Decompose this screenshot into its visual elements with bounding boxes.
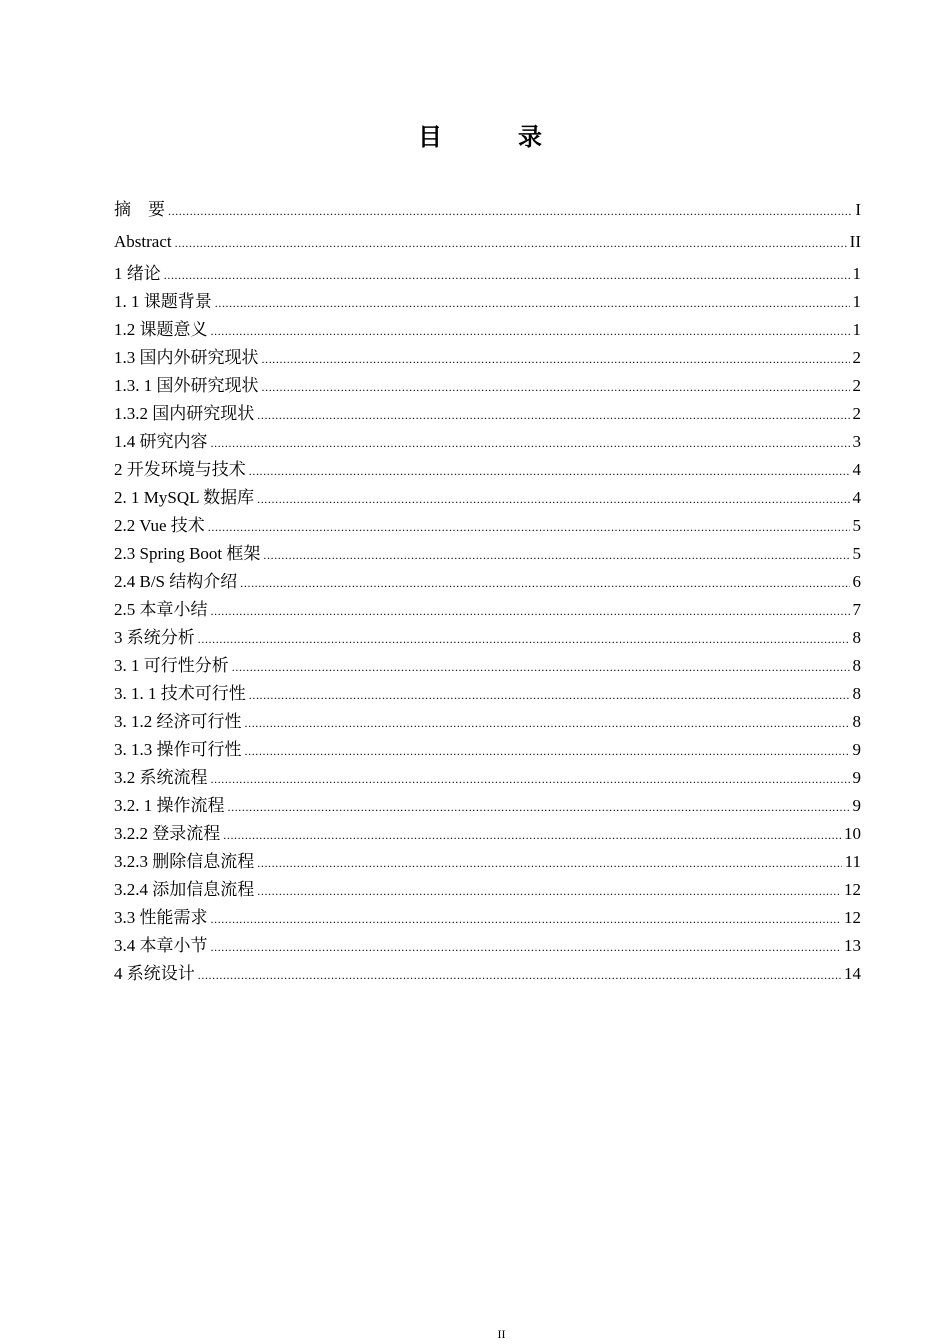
toc-entry-title: 1.3. 1 国外研究现状 bbox=[114, 376, 259, 395]
toc-dot-leader bbox=[245, 709, 850, 737]
toc-entry[interactable] bbox=[114, 932, 861, 960]
toc-entry-page: 12 bbox=[844, 880, 861, 899]
toc-dot-leader bbox=[168, 197, 852, 225]
toc-entry-page: 14 bbox=[844, 964, 861, 983]
toc-entry-title: 3.2.2 登录流程 bbox=[114, 824, 221, 843]
toc-entry-title: 2 开发环境与技术 bbox=[114, 460, 246, 479]
toc-entry[interactable] bbox=[114, 316, 861, 344]
toc-entry-page: 9 bbox=[852, 796, 861, 815]
toc-entry-title: 3 系统分析 bbox=[114, 628, 195, 647]
toc-entry-page: 9 bbox=[852, 740, 861, 759]
toc-dot-leader bbox=[223, 821, 841, 849]
toc-dot-leader bbox=[208, 513, 850, 541]
toc-entry[interactable] bbox=[114, 792, 861, 820]
toc-dot-leader bbox=[232, 653, 850, 681]
toc-entry[interactable] bbox=[114, 680, 861, 708]
toc-dot-leader bbox=[249, 681, 850, 709]
page-title: 目 录 bbox=[418, 123, 568, 151]
toc-entry-page: 5 bbox=[852, 544, 861, 563]
toc-entry-page: 8 bbox=[852, 712, 861, 731]
toc-entry[interactable] bbox=[114, 736, 861, 764]
toc-entry-page: 3 bbox=[852, 432, 861, 451]
toc-entry-title: 3. 1 可行性分析 bbox=[114, 656, 229, 675]
toc-entry[interactable] bbox=[114, 596, 861, 624]
toc-entry[interactable] bbox=[114, 848, 861, 876]
toc-entry-title: 1.3 国内外研究现状 bbox=[114, 348, 259, 367]
toc-dot-leader bbox=[257, 401, 849, 429]
toc-entry[interactable] bbox=[114, 540, 861, 568]
toc-dot-leader bbox=[211, 429, 850, 457]
toc-entry-page: 13 bbox=[844, 936, 861, 955]
toc-entry-page: 11 bbox=[844, 852, 861, 871]
toc-entry-title: 4 系统设计 bbox=[114, 964, 195, 983]
toc-dot-leader bbox=[164, 261, 850, 289]
toc-entry-page: 1 bbox=[852, 320, 861, 339]
toc-dot-leader bbox=[262, 345, 850, 373]
toc-entry-title: Abstract bbox=[114, 232, 172, 251]
toc-entry-title: 3.4 本章小节 bbox=[114, 936, 208, 955]
toc-entry-page: 2 bbox=[852, 404, 861, 423]
toc-entry-title: 2.5 本章小结 bbox=[114, 600, 208, 619]
toc-dot-leader bbox=[263, 541, 849, 569]
toc-entry-page: 8 bbox=[852, 684, 861, 703]
toc-dot-leader bbox=[257, 485, 849, 513]
toc-dot-leader bbox=[211, 317, 850, 345]
toc-entry-page: 8 bbox=[852, 628, 861, 647]
toc-entry-title: 2.4 B/S 结构介绍 bbox=[114, 572, 238, 591]
toc-entry[interactable] bbox=[114, 400, 861, 428]
toc-dot-leader bbox=[198, 625, 850, 653]
table-of-contents bbox=[114, 196, 861, 988]
toc-entry[interactable] bbox=[114, 904, 861, 932]
toc-entry-page: 4 bbox=[852, 460, 861, 479]
toc-dot-leader bbox=[240, 569, 849, 597]
toc-entry-page: 8 bbox=[852, 656, 861, 675]
toc-entry[interactable] bbox=[114, 568, 861, 596]
toc-entry[interactable] bbox=[114, 960, 861, 988]
toc-entry-page: 2 bbox=[852, 376, 861, 395]
toc-entry-title: 2.3 Spring Boot 框架 bbox=[114, 544, 261, 563]
toc-entry[interactable] bbox=[114, 344, 861, 372]
toc-entry[interactable] bbox=[114, 456, 861, 484]
toc-dot-leader bbox=[215, 289, 850, 317]
toc-entry-title: 3.3 性能需求 bbox=[114, 908, 208, 927]
toc-entry-title: 1.2 课题意义 bbox=[114, 320, 208, 339]
toc-entry[interactable] bbox=[114, 260, 861, 288]
toc-entry-title: 3.2 系统流程 bbox=[114, 768, 208, 787]
toc-entry-page: I bbox=[855, 200, 861, 219]
toc-entry-page: 1 bbox=[852, 292, 861, 311]
toc-entry-page: 12 bbox=[844, 908, 861, 927]
toc-entry-page: II bbox=[849, 232, 861, 251]
toc-entry[interactable] bbox=[114, 512, 861, 540]
toc-entry-title: 1. 1 课题背景 bbox=[114, 292, 212, 311]
toc-entry-title: 2.2 Vue 技术 bbox=[114, 516, 205, 535]
toc-entry-page: 4 bbox=[852, 488, 861, 507]
toc-entry-title: 摘 要 bbox=[114, 200, 165, 219]
toc-entry-title: 3. 1.2 经济可行性 bbox=[114, 712, 242, 731]
toc-entry-title: 3.2.4 添加信息流程 bbox=[114, 880, 255, 899]
toc-entry-page: 6 bbox=[852, 572, 861, 591]
toc-dot-leader bbox=[211, 597, 850, 625]
toc-entry-title: 3.2. 1 操作流程 bbox=[114, 796, 225, 815]
toc-entry-title: 1 绪论 bbox=[114, 264, 161, 283]
toc-entry[interactable] bbox=[114, 428, 861, 456]
toc-entry[interactable] bbox=[114, 484, 861, 512]
toc-entry-page: 7 bbox=[852, 600, 861, 619]
toc-entry[interactable] bbox=[114, 228, 861, 256]
toc-entry[interactable] bbox=[114, 196, 861, 224]
toc-entry[interactable] bbox=[114, 372, 861, 400]
toc-dot-leader bbox=[262, 373, 850, 401]
toc-entry[interactable] bbox=[114, 764, 861, 792]
toc-entry-page: 2 bbox=[852, 348, 861, 367]
toc-entry-title: 3.2.3 删除信息流程 bbox=[114, 852, 255, 871]
toc-dot-leader bbox=[257, 849, 841, 877]
toc-entry-title: 2. 1 MySQL 数据库 bbox=[114, 488, 255, 507]
toc-entry-title: 1.4 研究内容 bbox=[114, 432, 208, 451]
toc-dot-leader bbox=[228, 793, 850, 821]
toc-dot-leader bbox=[211, 905, 842, 933]
toc-entry-page: 1 bbox=[852, 264, 861, 283]
toc-entry[interactable] bbox=[114, 288, 861, 316]
toc-dot-leader bbox=[175, 229, 847, 257]
toc-entry-title: 1.3.2 国内研究现状 bbox=[114, 404, 255, 423]
toc-dot-leader bbox=[257, 877, 841, 905]
toc-dot-leader bbox=[245, 737, 850, 765]
toc-entry[interactable] bbox=[114, 652, 861, 680]
toc-entry[interactable] bbox=[114, 708, 861, 736]
page-number: II bbox=[497, 1327, 506, 1341]
toc-dot-leader bbox=[211, 933, 842, 961]
toc-entry-page: 5 bbox=[852, 516, 861, 535]
toc-entry[interactable] bbox=[114, 876, 861, 904]
toc-entry[interactable] bbox=[114, 624, 861, 652]
toc-dot-leader bbox=[249, 457, 850, 485]
toc-dot-leader bbox=[211, 765, 850, 793]
toc-dot-leader bbox=[198, 961, 841, 989]
toc-entry-title: 3. 1.3 操作可行性 bbox=[114, 740, 242, 759]
toc-entry-page: 9 bbox=[852, 768, 861, 787]
toc-entry-title: 3. 1. 1 技术可行性 bbox=[114, 684, 246, 703]
toc-entry[interactable] bbox=[114, 820, 861, 848]
toc-entry-page: 10 bbox=[844, 824, 861, 843]
